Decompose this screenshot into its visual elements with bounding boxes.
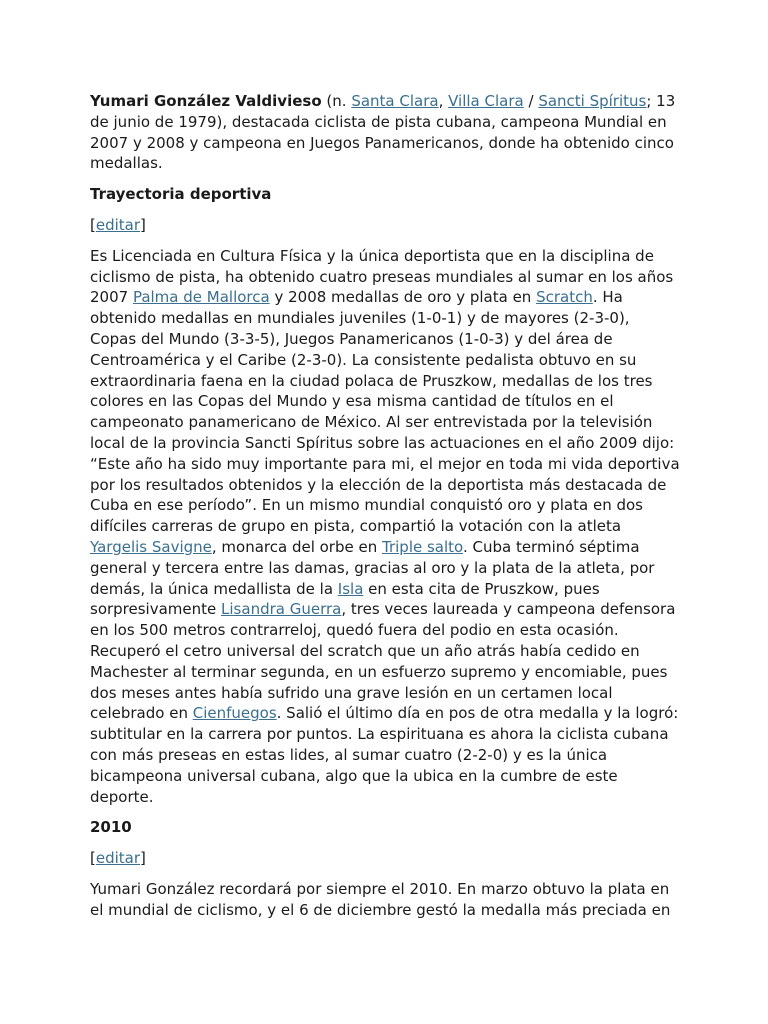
link-triple-salto[interactable]: Triple salto [382,537,463,556]
section-heading-2010: 2010 [90,818,132,837]
link-lisandra-guerra[interactable]: Lisandra Guerra [221,600,342,619]
link-yargelis-savigne[interactable]: Yargelis Savigne [90,537,212,556]
link-villa-clara[interactable]: Villa Clara [448,92,524,110]
link-santa-clara[interactable]: Santa Clara [351,92,439,110]
link-isla[interactable]: Isla [337,579,364,598]
link-palma-de-mallorca[interactable]: Palma de Mallorca [132,288,270,307]
edit-section-2010: [editar] [90,849,146,868]
edit-link[interactable]: editar [95,849,141,868]
section-heading-trayectoria: Trayectoria deportiva [90,185,272,204]
paragraph-2010: Yumari González recordará por siempre el 2010. En marzo obtuvo la plata en el mundial de ciclismo, y el 6 de diciembre gestó la medalla más preciada en [90,879,671,919]
intro-paragraph: Yumari González Valdivieso (n. Santa Clara, Villa Clara / Sancti Spíritus; 13 de junio de 1979), destacada ciclista de pista cubana, campeona Mundial en 2007 y 2008 y campeona en Juegos Panamericanos, donde ha obtenido cinco medallas. [90,92,676,173]
subject-name: Yumari González Valdivieso [90,92,322,110]
article [90,91,680,930]
link-cienfuegos[interactable]: Cienfuegos [192,704,277,723]
trayectoria-paragraph: Es Licenciada en Cultura Física y la única deportista que en la disciplina de ciclismo de pista, ha obtenido cuatro preseas mundiales al sumar en los años 2007 Palma de Mallorca y 2008 medallas de oro y plata en Scratch. Ha obtenido medallas en mundiales juveniles (1-0-1) y de mayores (2-3-0), Copas del Mundo (3-3-5), Juegos Panamericanos (1-0-3) y del área de Centroamérica y el Caribe (2-3-0). La consistente pedalista obtuvo en su extraordinaria faena en la ciudad polaca de Pruszkow, medallas de los tres colores en las Copas del Mundo y esa misma cantidad de títulos en el campeonato panamericano de México. Al ser entrevistada por la televisión local de la provincia Sancti Spíritus sobre las actuaciones en el año 2009 dijo: “Este año ha sido muy importante para mi, el mejor en toda mi vida deportiva por los resultados obtenidos y la elección de la deportista más destacada de Cuba en ese período”. En un mismo mundial conquistó oro y plata en dos difíciles carreras de grupo en pista, compartió la votación con la atleta Yargelis Savigne, monarca del orbe en Triple salto. Cuba terminó séptima general y tercera entre las damas, gracias al oro y la plata de la atleta, por demás, la única medallista de la Isla en esta cita de Pruszkow, pues sorpresivamente Lisandra Guerra, tres veces laureada y campeona defensora en los 500 metros contrarreloj, quedó fuera del podio en esta ocasión. Recuperó el cetro universal del scratch que un año atrás había cedido en Machester al terminar segunda, en un esfuerzo supremo y encomiable, pues dos meses antes había sufrido una grave lesión en un certamen local celebrado en Cienfuegos. Salió el último día en pos de otra medalla y la logró: subtitular en la carrera por puntos. La espirituana es ahora la ciclista cubana con más preseas en estas lides, al sumar cuatro (2-2-0) y es la única bicampeona universal cubana, algo que la ubica en la cumbre de este deporte. [90,246,680,806]
edit-link[interactable]: editar [95,215,141,234]
edit-section-trayectoria: [editar] [90,215,146,234]
link-scratch[interactable]: Scratch [536,288,593,307]
link-sancti-spiritus[interactable]: Sancti Spíritus [538,92,647,110]
